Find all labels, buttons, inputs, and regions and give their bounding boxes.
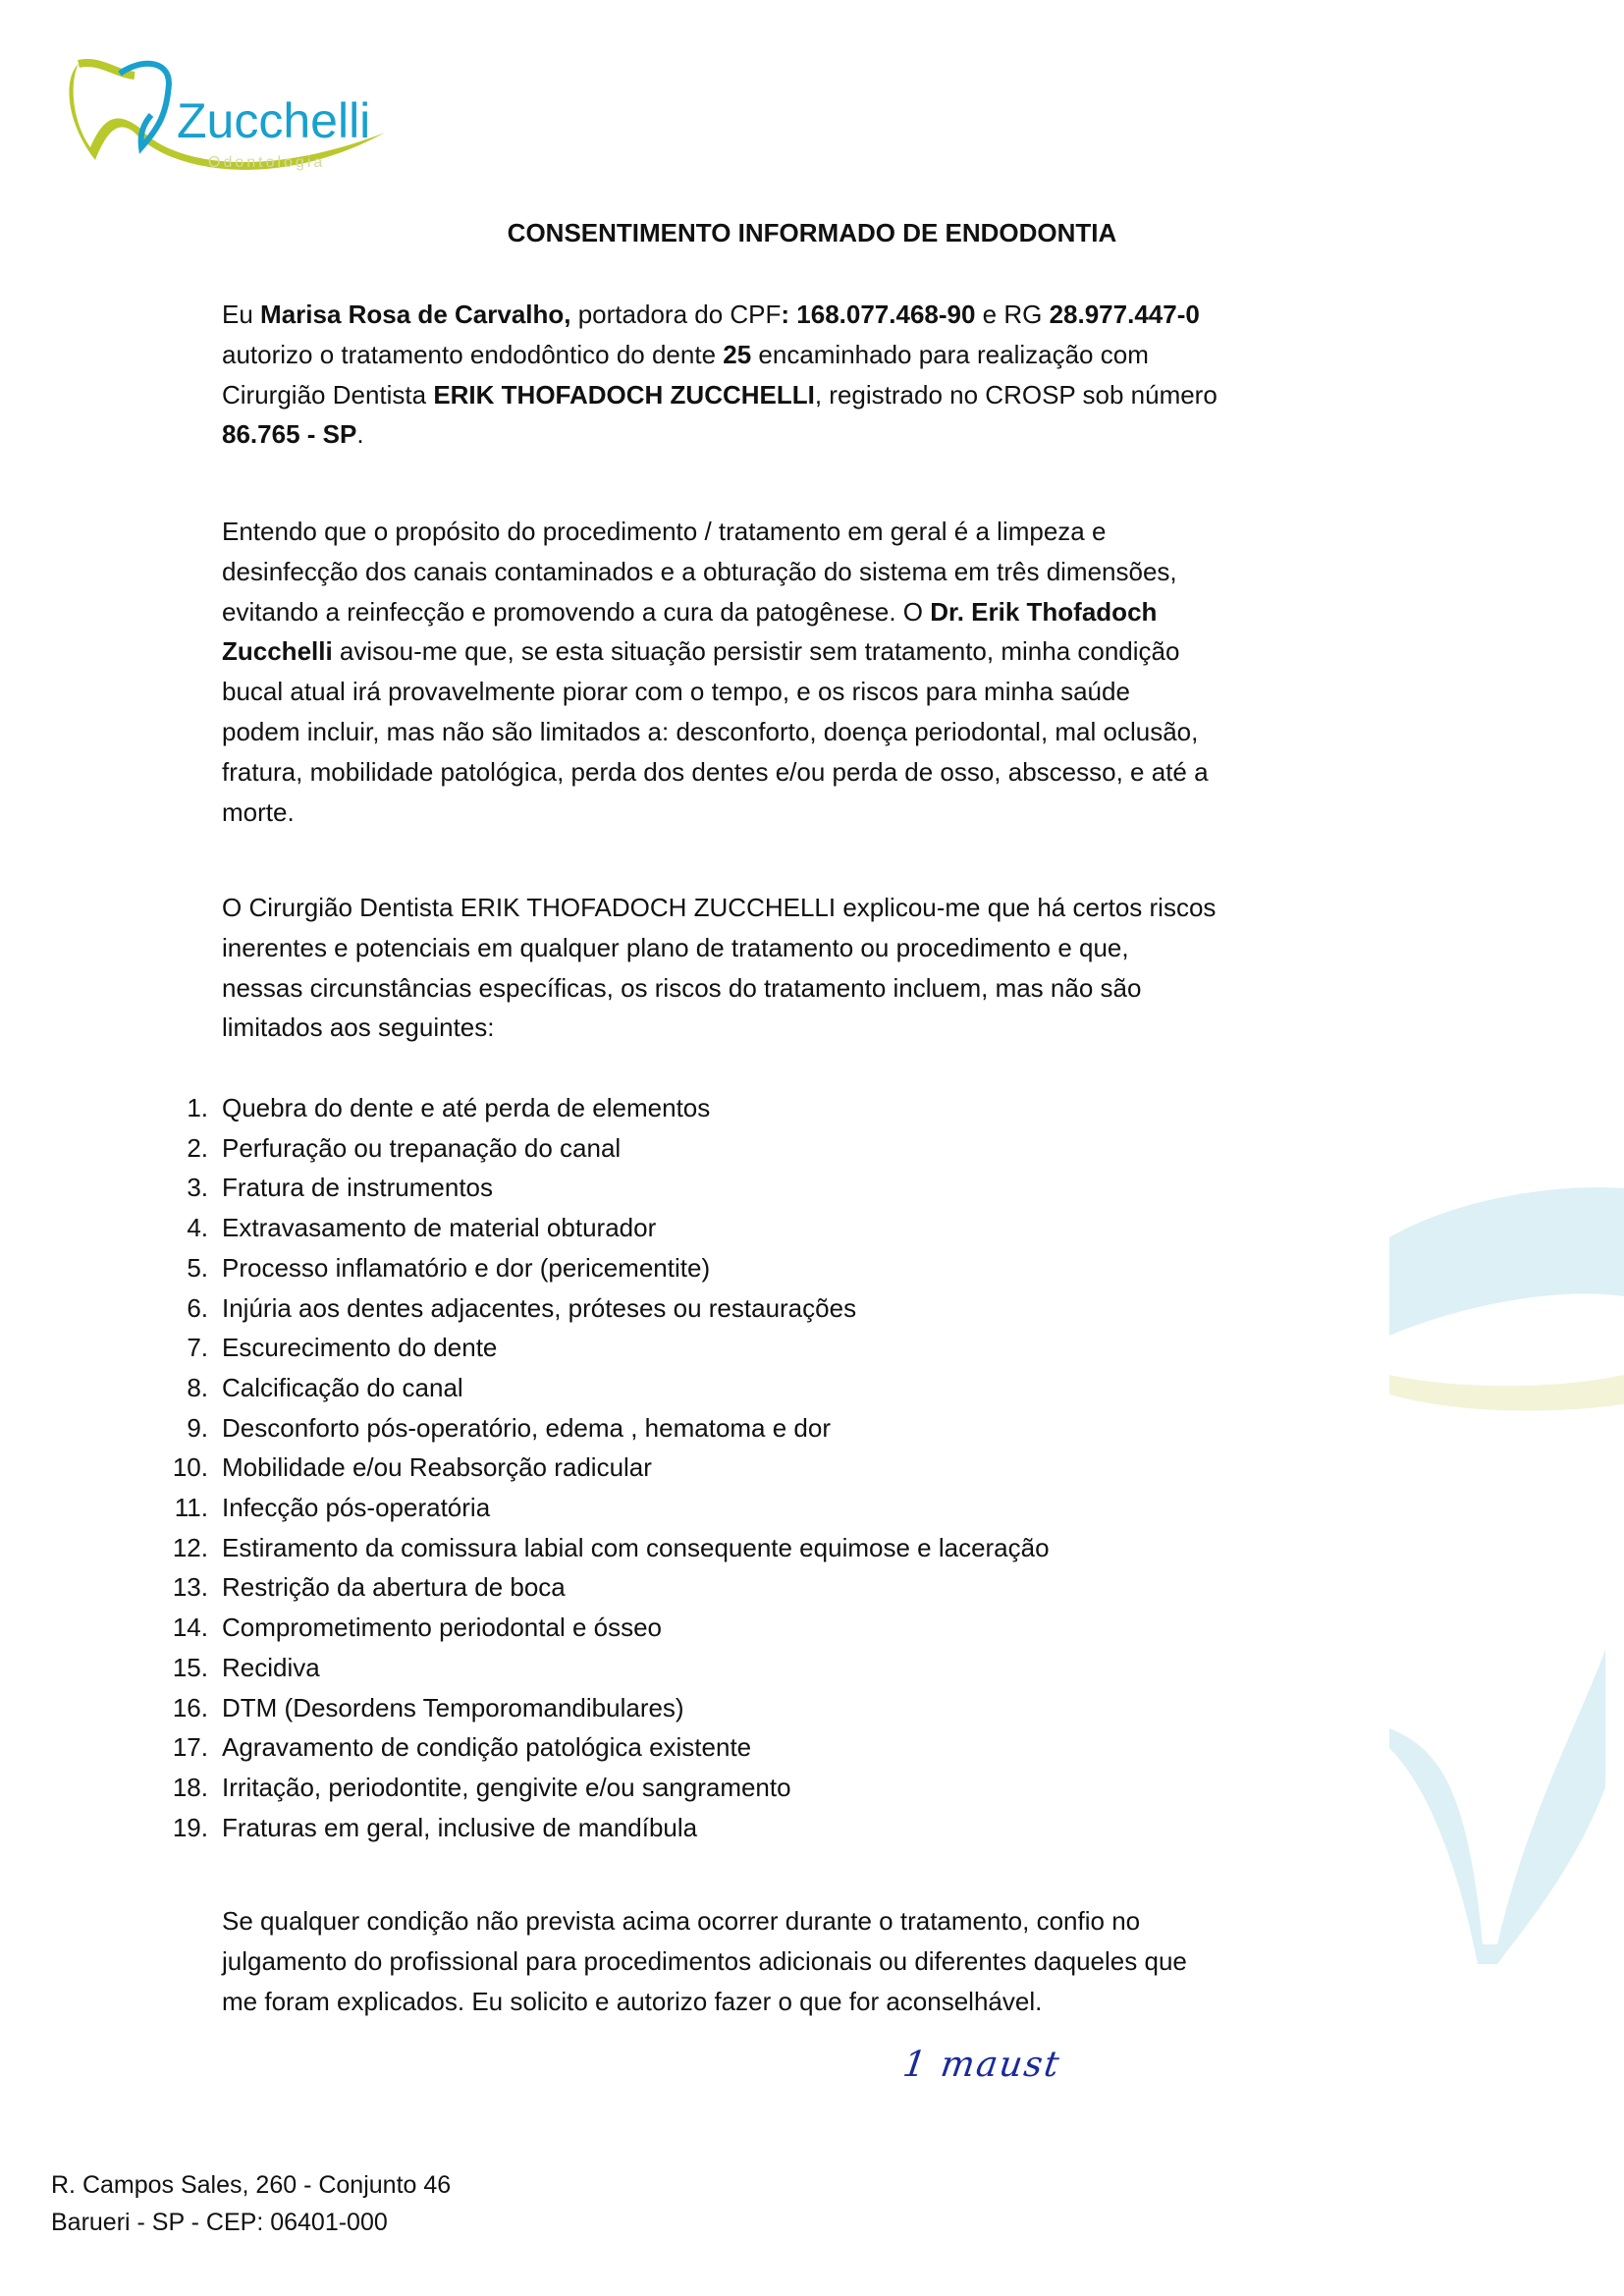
patient-signature [900,2045,1159,2100]
paragraph-line [222,793,1209,833]
risk-item [147,1368,1050,1408]
bold-text: 25 [723,339,752,369]
text: bucal atual irá provavelmente piorar com o tempo, e os riscos para minha saúde [222,677,1130,707]
paragraph-line [222,295,1218,335]
watermark-decoration [1380,1178,1624,1964]
risk-number: 3. [187,1173,208,1203]
bold-text: Zucchelli [222,636,333,667]
risk-number: 15. [172,1652,208,1682]
risk-text: Escurecimento do dente [222,1333,498,1363]
risk-text: Irritação, periodontite, gengivite e/ou sangramento [222,1772,791,1802]
risk-item [147,1528,1050,1568]
risk-item [147,1248,1050,1288]
bold-text: Marisa Rosa de Carvalho, [260,300,571,329]
bold-text: 28.977.447-0 [1049,300,1200,329]
paragraph-line [222,928,1216,968]
risks-list [147,1088,1050,1847]
risk-number: 8. [187,1372,208,1402]
text: encaminhado para realização com [751,339,1149,369]
risk-text: Fratura de instrumentos [222,1173,494,1203]
consent-paragraph-authorization [222,1901,1187,2021]
logo-tagline-text: Odontologia [208,154,326,171]
text: , registrado no CROSP sob número [814,379,1218,410]
risk-text: Extravasamento de material obturador [222,1213,657,1243]
risk-item [147,1208,1050,1248]
paragraph-line [222,552,1209,592]
paragraph-line [222,752,1209,793]
risk-text: Recidiva [222,1652,320,1682]
paragraph-line [222,672,1209,712]
bold-text: Dr. Erik Thofadoch [930,596,1158,627]
text: nessas circunstâncias específicas, os riscos do tratamento incluem, mas não são [222,972,1142,1003]
risk-item [147,1808,1050,1848]
address-city: Barueri - SP - CEP: 06401-000 [51,2209,388,2236]
risk-number: 11. [174,1493,208,1523]
text: portadora do CPF [570,300,782,329]
text: morte. [222,796,295,827]
risk-item [147,1328,1050,1368]
text: inerentes e potenciais em qualquer plano de tratamento ou procedimento e que, [222,932,1129,962]
risk-text: Infecção pós-operatória [222,1493,491,1523]
risk-text: Quebra do dente e até perda de elementos [222,1093,711,1122]
risk-number: 16. [172,1692,208,1722]
risk-text: Desconforto pós-operatório, edema , hematoma e dor [222,1412,832,1443]
text: O Cirurgião Dentista ERIK THOFADOCH ZUCCHELLI explicou-me que há certos riscos [222,893,1217,922]
bold-text: 86.765 - SP [222,419,357,450]
risk-item [147,1648,1050,1688]
text: me foram explicados. Eu solicito e autorizo fazer o que for aconselhável. [222,1986,1043,2016]
text: Entendo que o propósito do procedimento / tratamento em geral é a limpeza e [222,517,1107,546]
paragraph-line [222,1008,1216,1048]
risk-number: 10. [172,1452,208,1483]
risk-text: Restrição da abertura de boca [222,1572,566,1603]
risk-item [147,1608,1050,1648]
risk-item [147,1567,1050,1608]
risk-number: 6. [187,1292,208,1323]
risk-text: Perfuração ou trepanação do canal [222,1132,622,1163]
risk-item [147,1488,1050,1528]
text: avisou-me que, se esta situação persistir sem tratamento, minha condição [332,636,1180,667]
risk-number: 13. [172,1572,208,1603]
risk-number: 18. [172,1772,208,1802]
risk-number: 17. [172,1732,208,1763]
risk-text: Estiramento da comissura labial com consequente equimose e laceração [222,1532,1050,1562]
text: autorizo o tratamento endodôntico do dente [222,339,724,369]
text: evitando a reinfecção e promovendo a cura da patogênese. O [222,596,931,627]
risk-number: 1. [187,1093,208,1122]
paragraph-line [222,375,1218,415]
text: desinfecção dos canais contaminados e a obturação do sistema em três dimensões, [222,556,1177,586]
paragraph-line [222,1982,1187,2022]
risk-number: 7. [187,1333,208,1363]
text: . [356,419,364,450]
risk-text: Calcificação do canal [222,1372,463,1402]
paragraph-line [222,335,1218,375]
risk-item [147,1128,1050,1169]
risk-text: Injúria aos dentes adjacentes, próteses ou restaurações [222,1292,857,1323]
paragraph-line [222,512,1209,552]
consent-paragraph-identification [222,295,1218,455]
paragraph-line [222,712,1209,752]
risk-item [147,1727,1050,1768]
address-street: R. Campos Sales, 260 - Conjunto 46 [51,2171,452,2199]
risk-item [147,1688,1050,1728]
risk-number: 4. [187,1213,208,1243]
text: limitados aos seguintes: [222,1012,495,1043]
text: Se qualquer condição não prevista acima ocorrer durante o tratamento, confio no [222,1906,1141,1936]
risk-item [147,1288,1050,1329]
paragraph-line [222,968,1216,1009]
clinic-logo [61,54,395,201]
risk-item [147,1408,1050,1449]
bold-text: ERIK THOFADOCH ZUCCHELLI [433,379,815,410]
risk-number: 14. [172,1613,208,1643]
risk-number: 2. [187,1132,208,1163]
risk-item [147,1168,1050,1208]
risk-text: Agravamento de condição patológica existente [222,1732,752,1763]
risk-text: Processo inflamatório e dor (pericementite) [222,1252,711,1283]
risk-item [147,1448,1050,1488]
risk-number: 19. [172,1812,208,1842]
risk-text: DTM (Desordens Temporomandibulares) [222,1692,684,1722]
signature-handwriting: 1 maust [900,2045,1063,2085]
paragraph-line [222,888,1216,928]
text: julgamento do profissional para procedimentos adicionais ou diferentes daqueles que [222,1945,1187,1976]
consent-paragraph-risks-intro [222,888,1216,1048]
clinic-address [51,2166,451,2241]
risk-number: 5. [187,1252,208,1283]
paragraph-line [222,1941,1187,1982]
document-title: CONSENTIMENTO INFORMADO DE ENDODONTIA [507,218,1117,247]
risk-item [147,1768,1050,1808]
risk-text: Fraturas em geral, inclusive de mandíbula [222,1812,698,1842]
risk-number: 12. [172,1532,208,1562]
paragraph-line [222,1901,1187,1941]
text: Cirurgião Dentista [222,379,434,410]
risk-text: Comprometimento periodontal e ósseo [222,1613,663,1643]
consent-paragraph-purpose [222,512,1209,832]
risk-item [147,1088,1050,1128]
logo-brand-text: Zucchelli [177,93,371,148]
paragraph-line [222,414,1218,455]
text: Eu [222,300,261,329]
paragraph-line [222,631,1209,672]
text: podem incluir, mas não são limitados a: desconforto, doença periodontal, mal oclusão, [222,716,1199,746]
bold-text: : 168.077.468-90 [781,300,976,329]
paragraph-line [222,592,1209,632]
risk-number: 9. [187,1412,208,1443]
risk-text: Mobilidade e/ou Reabsorção radicular [222,1452,652,1483]
text: e RG [975,300,1050,329]
text: fratura, mobilidade patológica, perda dos dentes e/ou perda de osso, abscesso, e até a [222,756,1209,787]
